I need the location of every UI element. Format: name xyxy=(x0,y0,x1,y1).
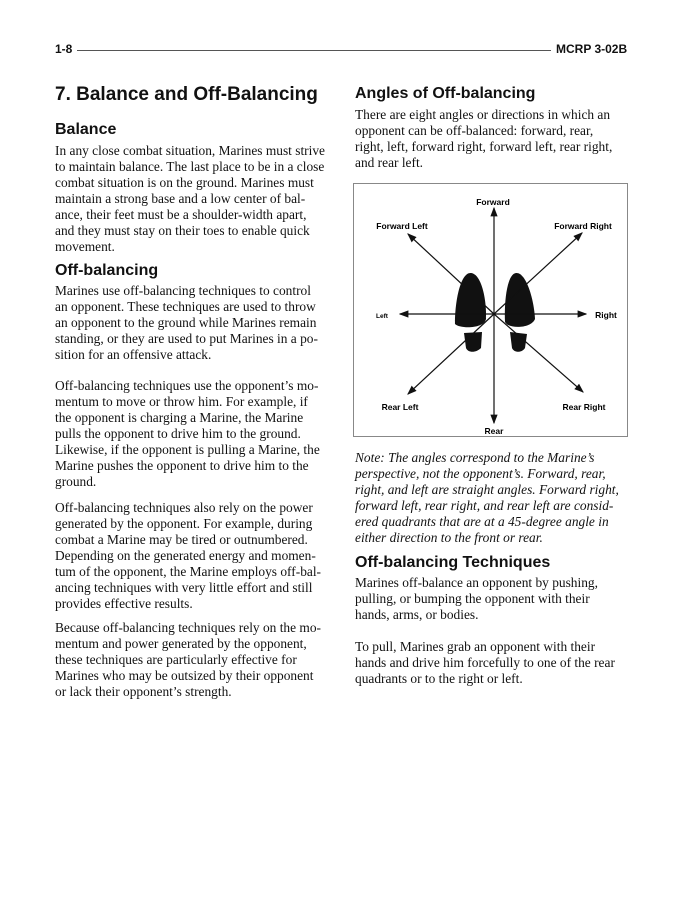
text-line: hands, arms, or bodies. xyxy=(355,607,479,622)
balance-heading: Balance xyxy=(55,121,117,138)
rear-left-arrow xyxy=(408,314,494,394)
techniques-paragraph-1 xyxy=(355,575,598,623)
text-line: an opponent. These techniques are used to throw xyxy=(55,299,316,314)
text-line: ground. xyxy=(55,474,97,489)
left-shoe-icon xyxy=(505,273,535,352)
text-line: movement. xyxy=(55,239,115,254)
text-line: mentum and power generated by the opponent, xyxy=(55,636,307,651)
text-line: mentum to move or throw him. For example, if xyxy=(55,394,308,409)
text-line: Marines who may be outsized by their opponent xyxy=(55,668,314,683)
text-line: ered quadrants that are at a 45-degree angle in xyxy=(355,514,609,529)
label-rear: Rear xyxy=(484,426,504,436)
text-line: In any close combat situation, Marines must strive xyxy=(55,143,325,158)
right-shoe-icon xyxy=(455,273,486,352)
balance-paragraph xyxy=(55,143,325,255)
off-balancing-paragraph-2 xyxy=(55,378,320,490)
text-line: right, left, forward right, forward left, rear right, xyxy=(355,139,613,154)
off-balancing-paragraph-4 xyxy=(55,620,321,700)
text-line: tum of the opponent, the Marine employs off-bal- xyxy=(55,564,322,579)
techniques-paragraph-2 xyxy=(355,639,615,687)
forward-left-arrow xyxy=(408,234,494,314)
text-line: to maintain balance. The last place to be in a close xyxy=(55,159,325,174)
label-rear-right: Rear Right xyxy=(562,402,606,412)
off-balancing-angles-diagram xyxy=(353,183,628,437)
forward-right-arrow xyxy=(494,233,582,314)
text-line: or lack their opponent’s strength. xyxy=(55,684,232,699)
rear-right-arrow xyxy=(494,314,583,392)
text-line: standing, or they are used to put Marines in a po- xyxy=(55,331,318,346)
text-line: the opponent is charging a Marine, the Marine xyxy=(55,410,304,425)
text-line: forward left, rear right, and rear left are consid- xyxy=(355,498,614,513)
text-line: Because off-balancing techniques rely on the mo- xyxy=(55,620,321,635)
angles-heading: Angles of Off-balancing xyxy=(355,85,536,102)
text-line: an opponent to the ground while Marines remain xyxy=(55,315,317,330)
angles-paragraph xyxy=(355,107,612,171)
label-forward: Forward xyxy=(476,197,510,207)
text-line: Marines off-balance an opponent by pushing, xyxy=(355,575,598,590)
text-line: these techniques are particularly effective for xyxy=(55,652,297,667)
text-line: opponent can be off-balanced: forward, rear, xyxy=(355,123,594,138)
text-line: combat a Marine may be tired or outnumbered. xyxy=(55,532,308,547)
chapter-title: 7. Balance and Off-Balancing xyxy=(55,84,318,105)
text-line: ance, their feet must be a shoulder-width apart, xyxy=(55,207,307,222)
text-line: perspective, not the opponent’s. Forward, rear, xyxy=(355,466,606,481)
text-line: hands and drive him forcefully to one of the rear xyxy=(355,655,615,670)
text-line: sition for an offensive attack. xyxy=(55,347,212,362)
document-id: MCRP 3-02B xyxy=(556,42,628,56)
text-line: combat situation is on the ground. Marines must xyxy=(55,175,314,190)
off-balancing-paragraph-1 xyxy=(55,283,318,363)
text-line: pulling, or bumping the opponent with their xyxy=(355,591,590,606)
text-line: provides effective results. xyxy=(55,596,193,611)
text-line: Off-balancing techniques use the opponent’s mo- xyxy=(55,378,319,393)
off-balancing-heading: Off-balancing xyxy=(55,262,159,279)
text-line: To pull, Marines grab an opponent with their xyxy=(355,639,596,654)
text-line: right, and left are straight angles. Forward right, xyxy=(355,482,619,497)
techniques-heading: Off-balancing Techniques xyxy=(355,554,551,571)
diagram-note xyxy=(355,450,619,546)
text-line: Off-balancing techniques also rely on the power xyxy=(55,500,313,515)
text-line: either direction to the front or rear. xyxy=(355,530,543,545)
label-forward-right: Forward Right xyxy=(554,221,612,231)
text-line: Note: The angles correspond to the Marine’s xyxy=(355,450,595,465)
text-line: and rear left. xyxy=(355,155,424,170)
text-line: maintain a strong base and a low center of bal- xyxy=(55,191,306,206)
label-forward-left: Forward Left xyxy=(376,221,428,231)
text-line: and they must stay on their toes to enable quick xyxy=(55,223,310,238)
text-line: pulls the opponent to drive him to the ground. xyxy=(55,426,301,441)
label-rear-left: Rear Left xyxy=(381,402,419,412)
label-left: Left xyxy=(376,313,388,320)
text-line: Marines use off-balancing techniques to control xyxy=(55,283,311,298)
header-rule xyxy=(77,50,551,51)
text-line: generated by the opponent. For example, during xyxy=(55,516,313,531)
text-line: Marine pushes the opponent to drive him to the xyxy=(55,458,309,473)
text-line: Likewise, if the opponent is pulling a Marine, the xyxy=(55,442,320,457)
text-line: There are eight angles or directions in which an xyxy=(355,107,611,122)
off-balancing-paragraph-3 xyxy=(55,500,321,612)
text-line: Depending on the generated energy and momen- xyxy=(55,548,316,563)
text-line: quadrants or to the right or left. xyxy=(355,671,523,686)
page-number: 1-8 xyxy=(55,42,73,56)
label-right: Right xyxy=(595,310,617,320)
text-line: ancing techniques with very little effort and still xyxy=(55,580,313,595)
